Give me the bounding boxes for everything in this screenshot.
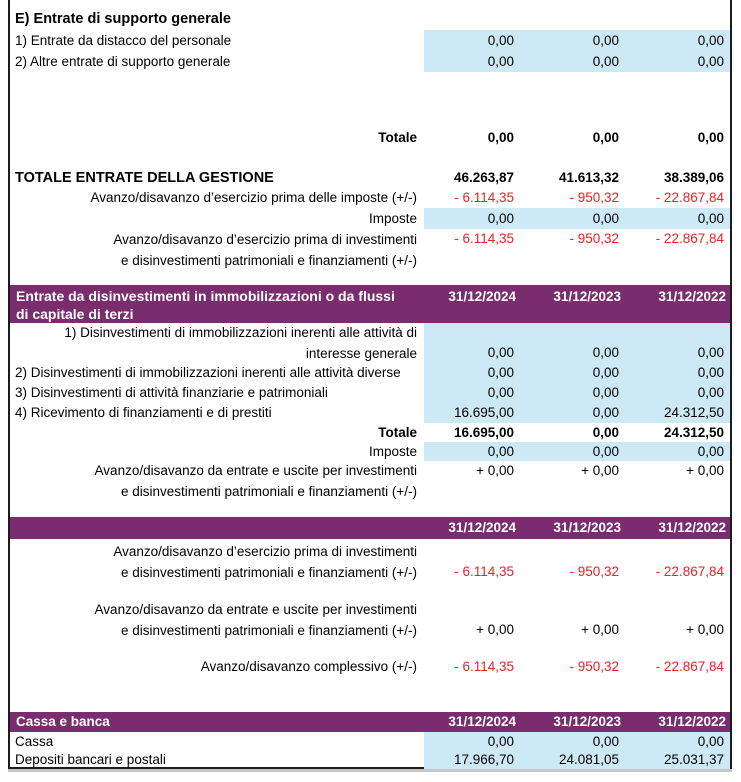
row-values <box>424 403 730 423</box>
section-header-band-cassa <box>10 712 730 732</box>
report-sheet <box>8 0 732 769</box>
value-cell: + 0,00 <box>581 463 619 478</box>
section-header-band-riepilogo <box>10 517 730 539</box>
row-values <box>424 751 730 769</box>
value-cell: 46.263,87 <box>453 170 514 185</box>
table-row <box>10 208 730 229</box>
row-label-line1: Avanzo/disavanzo d’esercizio prima di investimenti <box>113 544 417 559</box>
section-header-band-disinvestimenti <box>10 285 730 323</box>
value-cell: 0,00 <box>697 210 724 226</box>
table-row <box>10 600 730 640</box>
column-header-date: 31/12/2024 <box>448 714 516 729</box>
value-cell: 0,00 <box>697 53 724 69</box>
table-row <box>10 229 730 271</box>
value-cell: 16.695,00 <box>453 424 514 440</box>
value-cell: - 22.867,84 <box>655 564 724 579</box>
complessivo-row <box>10 657 730 677</box>
row-values <box>424 732 730 751</box>
value-cell: 24.081,05 <box>558 752 619 767</box>
row-label-line1: Avanzo/disavanzo da entrate e uscite per investimenti <box>94 463 417 478</box>
value-cell: 0,00 <box>697 443 724 459</box>
value-cell: - 950,32 <box>569 659 619 674</box>
value-cell: 16.695,00 <box>453 405 514 420</box>
table-row <box>10 542 730 582</box>
column-header-date: 31/12/2022 <box>658 289 726 304</box>
disinvestimenti-totale-row <box>10 423 730 442</box>
section-header-line1: Entrate da disinvestimenti in immobilizzazioni o da flussi <box>16 288 395 304</box>
row-label <box>10 541 424 583</box>
value-cell: 0,00 <box>487 733 514 749</box>
row-values <box>424 30 730 51</box>
column-header-date: 31/12/2023 <box>553 714 621 729</box>
row-label-line2: interesse generale <box>305 346 417 361</box>
row-values <box>424 442 730 461</box>
value-cell: 0,00 <box>592 385 619 400</box>
value-cell: 0,00 <box>592 405 619 420</box>
table-row <box>10 751 730 769</box>
value-cell: - 950,32 <box>569 231 619 246</box>
value-cell: 24.312,50 <box>663 424 724 440</box>
row-values <box>424 229 730 271</box>
row-label: Imposte <box>368 210 417 226</box>
totale-gestione-label: TOTALE ENTRATE DELLA GESTIONE <box>15 170 274 186</box>
value-cell: 0,00 <box>592 210 619 226</box>
table-row <box>10 188 730 208</box>
row-label: 4) Ricevimento di finanziamenti e di prestiti <box>15 405 272 420</box>
row-label <box>10 599 424 641</box>
row-values <box>424 600 730 640</box>
value-cell: 24.312,50 <box>663 405 724 420</box>
row-label: 1) Entrate da distacco del personale <box>15 32 232 48</box>
value-cell: + 0,00 <box>581 622 619 637</box>
row-label: 2) Altre entrate di supporto generale <box>15 53 231 69</box>
table-row <box>10 323 730 363</box>
table-row <box>10 383 730 403</box>
value-cell: 0,00 <box>697 733 724 749</box>
value-cell: - 22.867,84 <box>655 190 724 205</box>
row-label: Avanzo/disavanzo d’esercizio prima delle imposte (+/-) <box>90 190 417 205</box>
value-cell: 0,00 <box>592 365 619 380</box>
value-cell: - 6.114,35 <box>454 231 514 246</box>
row-label: Avanzo/disavanzo complessivo (+/-) <box>200 659 417 674</box>
row-label: Imposte <box>368 443 417 459</box>
value-cell: + 0,00 <box>686 463 724 478</box>
section-header-title <box>10 285 424 323</box>
row-values <box>424 323 730 363</box>
value-cell: 0,00 <box>487 345 514 360</box>
row-values <box>424 383 730 403</box>
value-cell: - 6.114,35 <box>454 659 514 674</box>
value-cell: - 950,32 <box>569 564 619 579</box>
value-cell: 0,00 <box>487 443 514 459</box>
value-cell: 0,00 <box>487 32 514 48</box>
value-cell: 0,00 <box>592 443 619 459</box>
row-values <box>424 461 730 501</box>
table-row <box>10 461 730 501</box>
column-header-date: 31/12/2023 <box>553 520 621 535</box>
row-values <box>424 208 730 229</box>
row-values <box>424 188 730 208</box>
table-row <box>10 363 730 383</box>
value-cell: - 22.867,84 <box>655 659 724 674</box>
table-row <box>10 403 730 423</box>
totale-label: Totale <box>378 130 417 145</box>
row-label-line2: e disinvestimenti patrimoniali e finanziamenti (+/-) <box>121 623 417 638</box>
row-values <box>424 51 730 72</box>
row-values <box>424 657 730 677</box>
row-values <box>424 363 730 383</box>
section-e-title: E) Entrate di supporto generale <box>15 11 231 27</box>
value-cell: + 0,00 <box>686 622 724 637</box>
value-cell: 0,00 <box>592 424 619 440</box>
row-label-line2: e disinvestimenti patrimoniali e finanziamenti (+/-) <box>121 565 417 580</box>
value-cell: - 22.867,84 <box>655 231 724 246</box>
row-label: 3) Disinvestimenti di attività finanziarie e patrimoniali <box>15 385 328 400</box>
value-cell: 41.613,32 <box>558 170 619 185</box>
row-label: Depositi bancari e postali <box>15 752 166 767</box>
column-headers <box>424 285 730 323</box>
table-row <box>10 732 730 751</box>
value-cell: 0,00 <box>592 345 619 360</box>
value-cell: + 0,00 <box>476 622 514 637</box>
value-cell: 0,00 <box>487 210 514 226</box>
totale-gestione-row <box>10 168 730 188</box>
value-cell: 25.031,37 <box>663 752 724 767</box>
table-row <box>10 51 730 72</box>
value-cell: 0,00 <box>592 130 619 145</box>
row-values <box>424 542 730 582</box>
section-e-title-row <box>10 8 730 30</box>
row-label-line1: 1) Disinvestimenti di immobilizzazioni inerenti alle attività di <box>64 325 417 340</box>
value-cell: 0,00 <box>487 365 514 380</box>
table-row <box>10 30 730 51</box>
value-cell: + 0,00 <box>476 463 514 478</box>
column-headers <box>424 712 730 732</box>
value-cell: - 950,32 <box>569 190 619 205</box>
value-cell: 0,00 <box>697 32 724 48</box>
value-cell: 0,00 <box>487 53 514 69</box>
totale-label: Totale <box>378 424 417 440</box>
value-cell: 0,00 <box>697 385 724 400</box>
column-headers <box>424 517 730 539</box>
value-cell: 0,00 <box>697 345 724 360</box>
value-cell: 0,00 <box>592 733 619 749</box>
value-cell: 0,00 <box>592 53 619 69</box>
column-header-date: 31/12/2022 <box>658 714 726 729</box>
value-cell: 0,00 <box>592 32 619 48</box>
column-header-date: 31/12/2024 <box>448 520 516 535</box>
row-values <box>424 423 730 442</box>
value-cell: 0,00 <box>487 385 514 400</box>
value-cell: - 6.114,35 <box>454 190 514 205</box>
value-cell: 38.389,06 <box>663 170 724 185</box>
row-label <box>10 322 424 364</box>
row-label-line2: e disinvestimenti patrimoniali e finanziamenti (+/-) <box>121 484 417 499</box>
row-label-line1: Avanzo/disavanzo d’esercizio prima di investimenti <box>113 232 417 247</box>
row-label <box>10 229 424 271</box>
row-label-line1: Avanzo/disavanzo da entrate e uscite per investimenti <box>94 602 417 617</box>
row-values <box>424 168 730 188</box>
row-label: 2) Disinvestimenti di immobilizzazioni inerenti alle attività diverse <box>15 365 401 380</box>
row-label: Cassa <box>15 733 54 749</box>
section-header-line2: di capitale di terzi <box>16 306 134 322</box>
value-cell: 0,00 <box>697 130 724 145</box>
value-cell: 0,00 <box>697 365 724 380</box>
column-header-date: 31/12/2024 <box>448 289 516 304</box>
row-label-line2: e disinvestimenti patrimoniali e finanziamenti (+/-) <box>121 253 417 268</box>
table-row <box>10 442 730 461</box>
row-label <box>10 460 424 502</box>
section-header-title: Cassa e banca <box>16 714 110 729</box>
section-e-totale-row <box>10 128 730 148</box>
value-cell: 17.966,70 <box>453 752 514 767</box>
row-values <box>424 128 730 148</box>
value-cell: - 6.114,35 <box>454 564 514 579</box>
column-header-date: 31/12/2023 <box>553 289 621 304</box>
value-cell: 0,00 <box>487 130 514 145</box>
column-header-date: 31/12/2022 <box>658 520 726 535</box>
